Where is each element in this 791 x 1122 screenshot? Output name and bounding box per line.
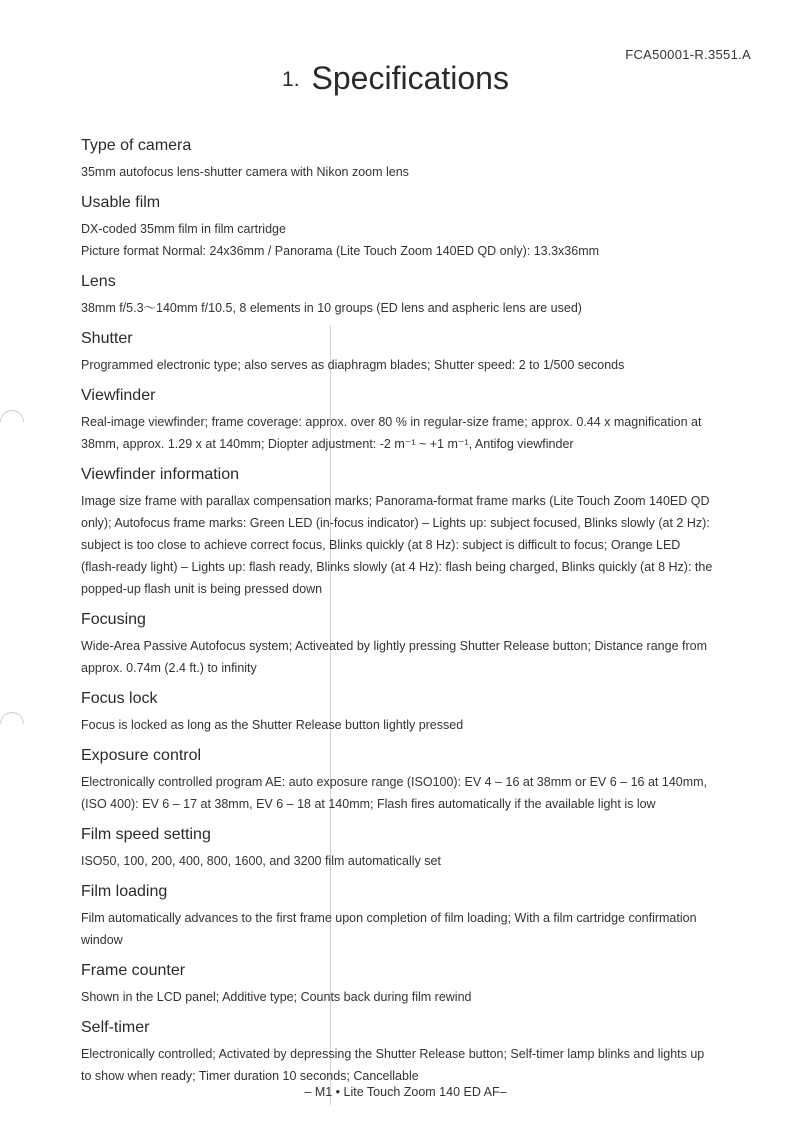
spec-section: [81, 688, 761, 736]
spec-text: ISO50, 100, 200, 400, 800, 1600, and 3200 film automatically set: [81, 854, 441, 868]
spec-heading: Viewfinder information: [81, 466, 240, 483]
spec-text: Real-image viewfinder; frame coverage: approx. over 80 % in regular-size frame; approx. 0.44 x magnification at: [81, 415, 702, 429]
spec-section: [81, 960, 761, 1008]
spec-text: Focus is locked as long as the Shutter Release button lightly pressed: [81, 718, 464, 732]
spec-section: [81, 135, 761, 183]
spec-text: DX-coded 35mm film in film cartridge: [81, 222, 286, 236]
spec-section: [81, 328, 761, 376]
spec-text: to show when ready; Timer duration 10 seconds; Cancellable: [81, 1069, 419, 1083]
spec-text: subject is too close to achieve correct focus, Blinks quickly (at 8 Hz): subject is difficult to focus; Orange LED: [81, 538, 681, 552]
spec-text: 38mm f/5.3～140mm f/10.5, 8 elements in 10 groups (ED lens and aspheric lens are used): [81, 301, 582, 315]
spec-heading: Exposure control: [81, 747, 202, 764]
spec-section: [81, 385, 761, 455]
spec-text: Shown in the LCD panel; Additive type; Counts back during film rewind: [81, 990, 472, 1004]
spec-text: Electronically controlled program AE: auto exposure range (ISO100): EV 4 – 16 at 38mm or EV 6 – 16 at 140mm,: [81, 775, 708, 789]
spec-heading: Lens: [81, 273, 116, 290]
spec-section: [81, 464, 761, 600]
spec-section: [81, 1017, 761, 1087]
spec-heading: Focusing: [81, 611, 146, 628]
spec-section: [81, 881, 761, 951]
spec-text: window: [81, 933, 123, 947]
spec-text: Electronically controlled; Activated by depressing the Shutter Release button; Self-timer lamp blinks and lights up: [81, 1047, 705, 1061]
spec-text: popped-up flash unit is being pressed down: [81, 582, 323, 596]
spec-heading: Viewfinder: [81, 387, 156, 404]
spec-heading: Usable film: [81, 194, 161, 211]
page-title: [0, 60, 791, 97]
punch-hole-mark: [0, 405, 29, 439]
spec-text: only); Autofocus frame marks: Green LED (in-focus indicator) – Lights up: subject focused, Blinks slowly (at 2 Hz):: [81, 516, 710, 530]
spec-text: Film automatically advances to the first frame upon completion of film loading; With a film cartridge confirmation: [81, 911, 697, 925]
spec-heading: Frame counter: [81, 962, 186, 979]
section-number: 1.: [282, 68, 300, 91]
specifications-list: [81, 135, 761, 1096]
page-footer: – M1 • Lite Touch Zoom 140 ED AF–: [304, 1085, 507, 1099]
spec-section: [81, 609, 761, 679]
spec-section: [81, 824, 761, 872]
spec-text: approx. 0.74m (2.4 ft.) to infinity: [81, 661, 257, 675]
spec-heading: Film speed setting: [81, 826, 211, 843]
spec-section: [81, 271, 761, 319]
spec-section: [81, 745, 761, 815]
spec-heading: Type of camera: [81, 137, 192, 154]
spec-text: (ISO 400): EV 6 – 17 at 38mm, EV 6 – 18 at 140mm; Flash fires automatically if the available light is low: [81, 797, 656, 811]
document-id: FCA50001-R.3551.A: [625, 47, 751, 62]
section-title: Specifications: [311, 60, 509, 96]
spec-text: Image size frame with parallax compensation marks; Panorama-format frame marks (Lite Touch Zoom 140ED QD: [81, 494, 710, 508]
spec-heading: Self-timer: [81, 1019, 150, 1036]
spec-text: (flash-ready light) – Lights up: flash ready, Blinks slowly (at 4 Hz): flash being charged, Blinks quickly (at 8 Hz): the: [81, 560, 713, 574]
spec-text: Programmed electronic type; also serves as diaphragm blades; Shutter speed: 2 to 1/500 seconds: [81, 358, 625, 372]
spec-text: Wide-Area Passive Autofocus system; Activeated by lightly pressing Shutter Release button; Distance range from: [81, 639, 708, 653]
spec-heading: Shutter: [81, 330, 133, 347]
spec-text: 38mm, approx. 1.29 x at 140mm; Diopter adjustment: -2 m⁻¹ ~ +1 m⁻¹, Antifog viewfinder: [81, 437, 574, 451]
spec-heading: Film loading: [81, 883, 168, 900]
spec-section: [81, 192, 761, 262]
spec-text: 35mm autofocus lens-shutter camera with Nikon zoom lens: [81, 165, 409, 179]
punch-hole-mark: [0, 707, 29, 741]
spec-text: Picture format Normal: 24x36mm / Panorama (Lite Touch Zoom 140ED QD only): 13.3x36mm: [81, 244, 600, 258]
spec-heading: Focus lock: [81, 690, 158, 707]
